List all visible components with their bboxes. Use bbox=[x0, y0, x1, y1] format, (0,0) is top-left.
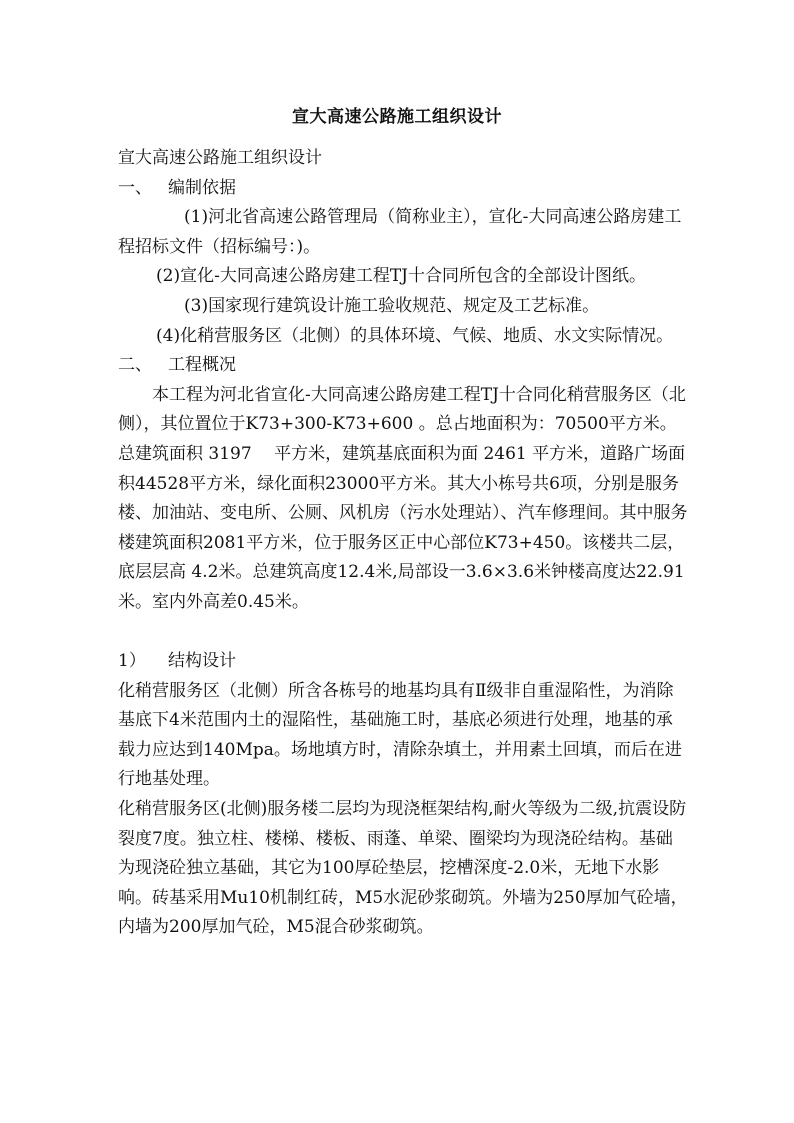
document-subtitle: 宣大高速公路施工组织设计 bbox=[118, 148, 322, 168]
structure-paragraph-2: 化稍营服务区(北侧)服务楼二层均为现浇框架结构,耐火等级为二级,抗震设防裂度7度。独立柱、楼梯、楼板、雨蓬、单梁、圈梁均为现浇砼结构。基础为现浇砼独立基础，其它为100厚砼垫层，挖槽深度-2.0米，无地下水影响。砖基采用Mu10机制红砖，M5水泥砂浆砌筑。外墙为250厚加气砼墙，内墙为200厚加气砼，M5混合砂浆砌筑。 bbox=[118, 799, 688, 938]
basis-item-3: (3)国家现行建筑设计施工验收规范、规定及工艺标准。 bbox=[184, 295, 600, 316]
section-heading-text: 编制依据 bbox=[168, 177, 236, 198]
subsection-heading-text: 结构设计 bbox=[168, 651, 236, 672]
subsection-number: 1） bbox=[118, 651, 146, 672]
section-number: 一、 bbox=[118, 177, 152, 198]
section-heading-basis bbox=[118, 174, 688, 204]
blank-line bbox=[118, 618, 688, 648]
section-heading-text: 工程概况 bbox=[168, 355, 236, 376]
basis-item-2: (2)宣化-大同高速公路房建工程TJ十合同所包含的全部设计图纸。 bbox=[156, 266, 646, 287]
basis-item-4: (4)化稍营服务区（北侧）的具体环境、气候、地质、水文实际情况。 bbox=[156, 325, 674, 346]
overview-paragraph: 本工程为河北省宣化-大同高速公路房建工程TJ十合同化稍营服务区（北侧），其位置位于K73+300-K73+600 。总占地面积为：70500平方米。总建筑面积 3197 平方米，建筑基底面积为面 2461 平方米，道路广场面积44528平方米，绿化面积23000平方米。其大小栋号共6项，分别是服务楼、加油站、变电所、公厕、风机房（污水处理站）、汽车修理间。其中服务楼建筑面积2081平方米，位于服务区正中心部位K73+450。该楼共二层，底层层高 4.2米。总建筑高度12.4米,局部设一3.6×3.6米钟楼高度达22.91米。室内外高差0.45米。 bbox=[118, 384, 688, 612]
structure-paragraph-1: 化稍营服务区（北侧）所含各栋号的地基均具有Ⅱ级非自重湿陷性，为消除基底下4米范围内土的湿陷性，基础施工时，基底必须进行处理，地基的承载力应达到140Mpa。场地填方时，清除杂填土，并用素土回填，而后在进行地基处理。 bbox=[118, 680, 682, 790]
subsection-heading-structure bbox=[118, 647, 688, 677]
basis-item-1: (1)河北省高速公路管理局（简称业主），宣化-大同高速公路房建工程招标文件（招标编号：)。 bbox=[118, 207, 682, 257]
section-number: 二、 bbox=[118, 355, 152, 376]
document-title: 宣大高速公路施工组织设计 bbox=[292, 107, 502, 127]
document-body bbox=[118, 144, 688, 943]
section-heading-overview bbox=[118, 351, 688, 381]
